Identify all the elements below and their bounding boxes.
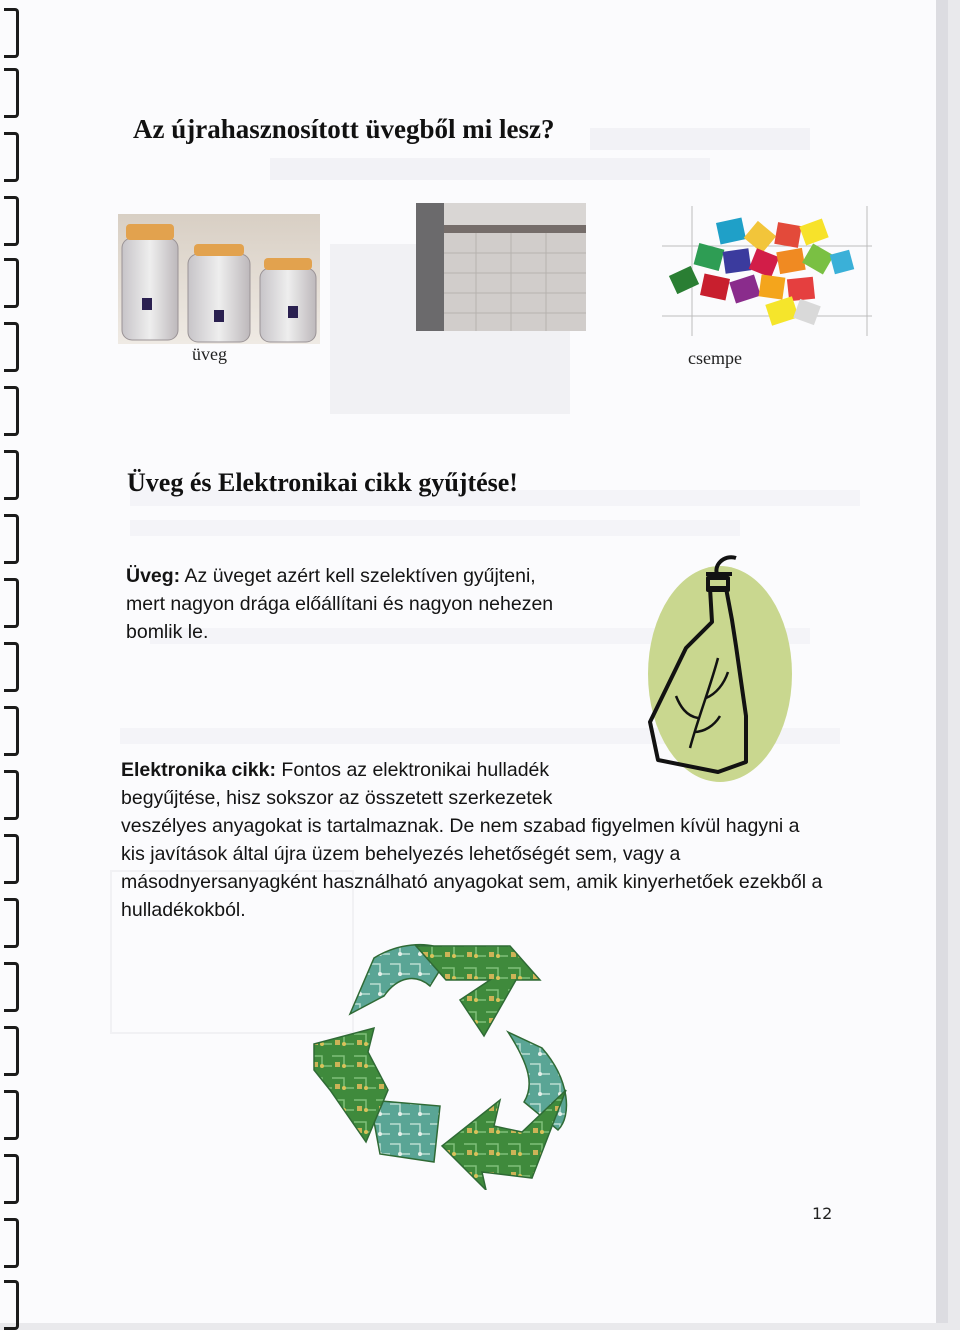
bottle-illustration bbox=[628, 548, 804, 784]
glass-jars-photo bbox=[118, 214, 320, 344]
section-heading-collection: Üveg és Elektronikai cikk gyűjtése! bbox=[127, 468, 518, 497]
spiral-binding bbox=[0, 0, 30, 1323]
mosaic-tiles-photo bbox=[652, 206, 874, 336]
glass-paragraph: Üveg: Az üveget azért kell szelektíven gyűjteni, mert nagyon drága előállítani és nagyon nehezen bomlik le. bbox=[126, 565, 554, 643]
glass-term: Üveg: bbox=[126, 565, 181, 587]
electronics-paragraph: Elektronika cikk: Fontos az elektronikai hulladék begyűjtése, hisz sokszor az összetett szerkezetek veszélyes anyagokat is tartalmaznak. De nem szabad figyelmen kívül hagyni a kis javítások által újra üzem behelyezés lehetőségét sem, vagy a másodnyersanyagként használható anyagokat sem, amik kinyerhetőek ezekből a hulladékokból. bbox=[121, 759, 823, 921]
page-number: 12 bbox=[812, 1204, 833, 1223]
recycle-icon bbox=[310, 940, 580, 1190]
tiles-caption: csempe bbox=[688, 348, 742, 368]
page-title: Az újrahasznosított üvegből mi lesz? bbox=[133, 114, 555, 144]
jars-caption: üveg bbox=[192, 344, 227, 364]
page-edge bbox=[936, 0, 948, 1323]
wall-tiles-photo bbox=[416, 203, 586, 331]
electronics-term: Elektronika cikk: bbox=[121, 759, 276, 781]
